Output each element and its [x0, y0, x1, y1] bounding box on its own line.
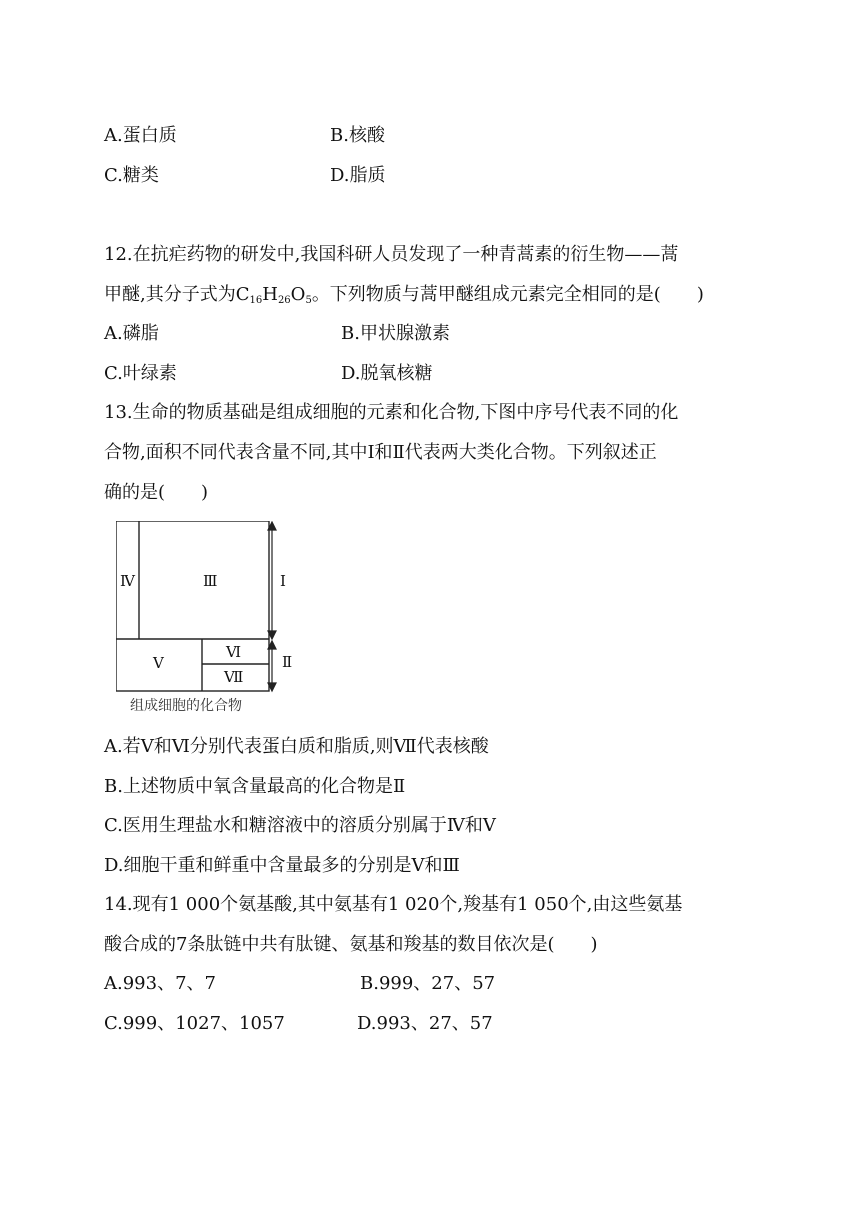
q12-stem-line1: 12.在抗疟药物的研发中,我国科研人员发现了一种青蒿素的衍生物——蒿 — [104, 244, 679, 265]
compounds-diagram-svg — [116, 521, 296, 721]
label-ii: Ⅱ — [282, 653, 293, 671]
q14-option-b: B.999、27、57 — [360, 973, 496, 994]
q14-option-c: C.999、1027、1057 — [104, 1013, 285, 1034]
q12-sub-26: 26 — [277, 295, 291, 306]
label-vii: Ⅶ — [224, 668, 244, 686]
q12-option-d: D.脱氧核糖 — [341, 363, 433, 384]
q11-option-b: B.核酸 — [330, 125, 385, 146]
q11-option-d: D.脂质 — [330, 165, 386, 186]
label-vi: Ⅵ — [226, 643, 242, 661]
diagram-caption: 组成细胞的化合物 — [130, 698, 242, 714]
q13-stem-line2: 合物,面积不同代表含量不同,其中Ⅰ和Ⅱ代表两大类化合物。下列叙述正 — [104, 442, 657, 463]
compounds-diagram — [116, 521, 296, 721]
label-v: Ⅴ — [153, 654, 164, 672]
q13-option-a: A.若Ⅴ和Ⅵ分别代表蛋白质和脂质,则Ⅶ代表核酸 — [104, 736, 489, 757]
q13-option-d: D.细胞干重和鲜重中含量最多的分别是Ⅴ和Ⅲ — [104, 855, 460, 876]
q13-stem-line1: 13.生命的物质基础是组成细胞的元素和化合物,下图中序号代表不同的化 — [104, 402, 679, 423]
q12-sub-16: 16 — [249, 295, 263, 306]
q12-formula-h: H — [262, 284, 278, 305]
q14-stem-line2: 酸合成的7条肽链中共有肽键、氨基和羧基的数目依次是( ) — [104, 934, 598, 955]
q12-option-c: C.叶绿素 — [104, 363, 177, 384]
q12-option-b: B.甲状腺激素 — [341, 323, 450, 344]
q14-option-d: D.993、27、57 — [357, 1013, 493, 1034]
q12-option-a: A.磷脂 — [104, 323, 159, 344]
q12-formula-pre: 甲醚,其分子式为C — [104, 284, 250, 305]
q13-option-c: C.医用生理盐水和糖溶液中的溶质分别属于Ⅳ和Ⅴ — [104, 815, 496, 836]
label-iii: Ⅲ — [203, 572, 218, 590]
q12-formula-o: O — [290, 284, 306, 305]
q12-sub-5: 5 — [305, 295, 312, 306]
q11-option-a: A.蛋白质 — [104, 125, 177, 146]
q14-stem-line1: 14.现有1 000个氨基酸,其中氨基有1 020个,羧基有1 050个,由这些氨基 — [104, 894, 683, 915]
label-i: Ⅰ — [280, 572, 286, 590]
label-iv: Ⅳ — [120, 572, 135, 590]
q13-stem-line3: 确的是( ) — [104, 482, 209, 503]
q12-stem-post: 。下列物质与蒿甲醚组成元素完全相同的是( ) — [311, 284, 704, 305]
q13-option-b: B.上述物质中氧含量最高的化合物是Ⅱ — [104, 776, 406, 797]
q14-option-a: A.993、7、7 — [104, 973, 216, 994]
q12-stem-line2 — [104, 283, 704, 313]
q11-option-c: C.糖类 — [104, 165, 159, 186]
